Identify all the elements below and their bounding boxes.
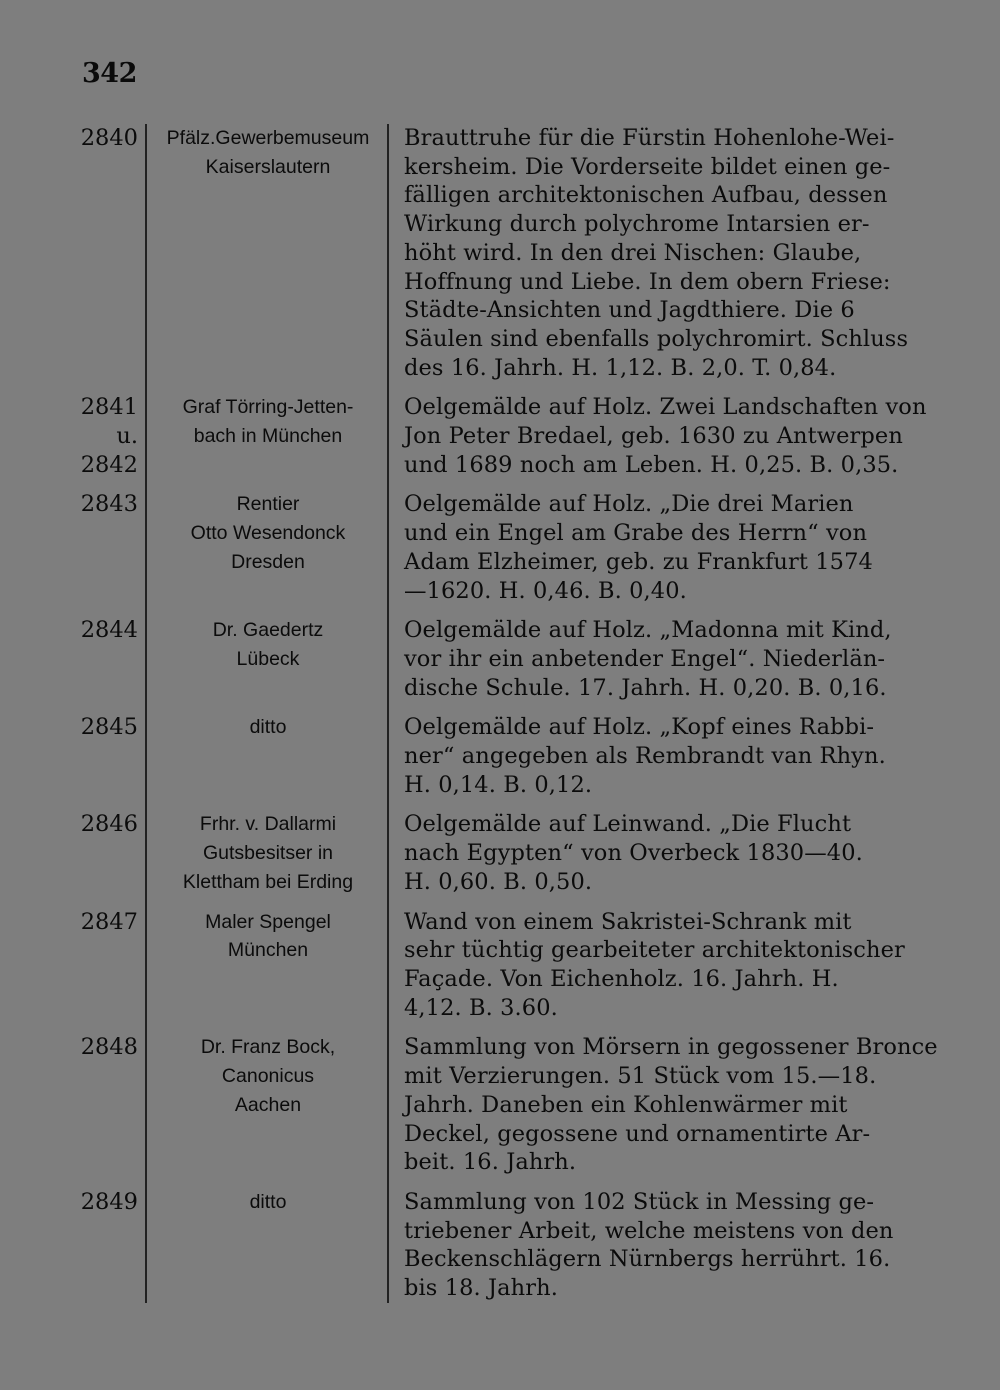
entry-owner: Maler Spengel München bbox=[205, 910, 331, 962]
catalog-entry-2848 bbox=[74, 1033, 964, 1177]
catalog-entry-2845 bbox=[74, 713, 964, 799]
entry-description: Brauttruhe für die Fürstin Hohenlohe-Wei- kersheim. Die Vorderseite bildet einen ge- fälligen architektonischen Aufbau, dessen Wirkung durch polychrome Intarsien er- höht wird. In den drei Nischen: Glaube, Hoffnung und Liebe. In dem obern Friese: Städte-Ansichten und Jagdthiere. Die 6 Säulen sind ebenfalls polychromirt. Schluss des 16. Jahrh. H. 1,12. B. 2,0. T. 0,84. bbox=[404, 125, 909, 381]
catalog-entry-2846 bbox=[74, 810, 964, 896]
entry-number: 2841 u. 2842 bbox=[80, 394, 138, 478]
entry-number: 2845 bbox=[80, 714, 138, 741]
catalog-entry-2841 bbox=[74, 393, 964, 479]
entry-description: Oelgemälde auf Holz. „Madonna mit Kind, vor ihr ein anbetender Engel“. Niederlän- dische Schule. 17. Jahrh. H. 0,20. B. 0,16. bbox=[404, 617, 892, 701]
catalog-table bbox=[74, 124, 964, 1303]
entry-owner: Graf Törring-Jetten- bach in München bbox=[182, 396, 354, 448]
catalog-entry-2847 bbox=[74, 908, 964, 1023]
entry-owner: Dr. Franz Bock, Canonicus Aachen bbox=[200, 1036, 336, 1116]
entry-owner: Rentier Otto Wesendonck Dresden bbox=[190, 493, 346, 573]
entry-description: Oelgemälde auf Holz. „Kopf eines Rabbi- ner“ angegeben als Rembrandt van Rhyn. H. 0,14. B. 0,12. bbox=[404, 714, 886, 798]
entry-number: 2849 bbox=[80, 1188, 138, 1215]
catalog-entry-2844 bbox=[74, 616, 964, 702]
entry-description: Oelgemälde auf Holz. Zwei Landschaften von Jon Peter Bredael, geb. 1630 zu Antwerpen und 1689 noch am Leben. H. 0,25. B. 0,35. bbox=[404, 394, 927, 478]
entry-description: Sammlung von 102 Stück in Messing ge- triebener Arbeit, welche meistens von den Beckenschlägern Nürnbergs herrührt. 16. bis 18. Jahrh. bbox=[404, 1188, 894, 1302]
entry-number: 2848 bbox=[80, 1034, 138, 1061]
entry-number: 2846 bbox=[80, 811, 138, 838]
catalog-entry-2843 bbox=[74, 490, 964, 605]
entry-description: Oelgemälde auf Leinwand. „Die Flucht nach Egypten“ von Overbeck 1830—40. H. 0,60. B. 0,50. bbox=[404, 811, 863, 895]
entry-number: 2847 bbox=[80, 908, 138, 935]
entry-description: Sammlung von Mörsern in gegossener Bronce mit Verzierungen. 51 Stück vom 15.—18. Jahrh. Daneben ein Kohlenwärmer mit Deckel, gegossene und ornamentirte Ar- beit. 16. Jahrh. bbox=[404, 1034, 938, 1176]
catalog-entry-2840 bbox=[74, 124, 964, 382]
entry-description: Oelgemälde auf Holz. „Die drei Marien und ein Engel am Grabe des Herrn“ von Adam Elzheimer, geb. zu Frankfurt 1574 —1620. H. 0,46. B. 0,40. bbox=[404, 491, 873, 604]
entry-number: 2840 bbox=[80, 125, 138, 151]
entry-owner: Dr. Gaedertz Lübeck bbox=[212, 619, 324, 670]
entry-owner: Frhr. v. Dallarmi Gutsbesitser in Klettham bei Erding bbox=[182, 813, 354, 893]
catalog-entry-2849 bbox=[74, 1188, 964, 1303]
entry-owner: ditto bbox=[249, 716, 287, 739]
entry-number: 2844 bbox=[80, 617, 138, 644]
page-number: 342 bbox=[82, 58, 137, 89]
entry-owner: Pfälz.Gewerbemuseum Kaiserslautern bbox=[166, 127, 370, 178]
entry-description: Wand von einem Sakristei-Schrank mit sehr tüchtig gearbeiteter architektonischer Façade. Von Eichenholz. 16. Jahrh. H. 4,12. B. 3.60. bbox=[404, 908, 905, 1021]
entry-number: 2843 bbox=[80, 491, 138, 518]
entry-owner: ditto bbox=[249, 1190, 287, 1213]
